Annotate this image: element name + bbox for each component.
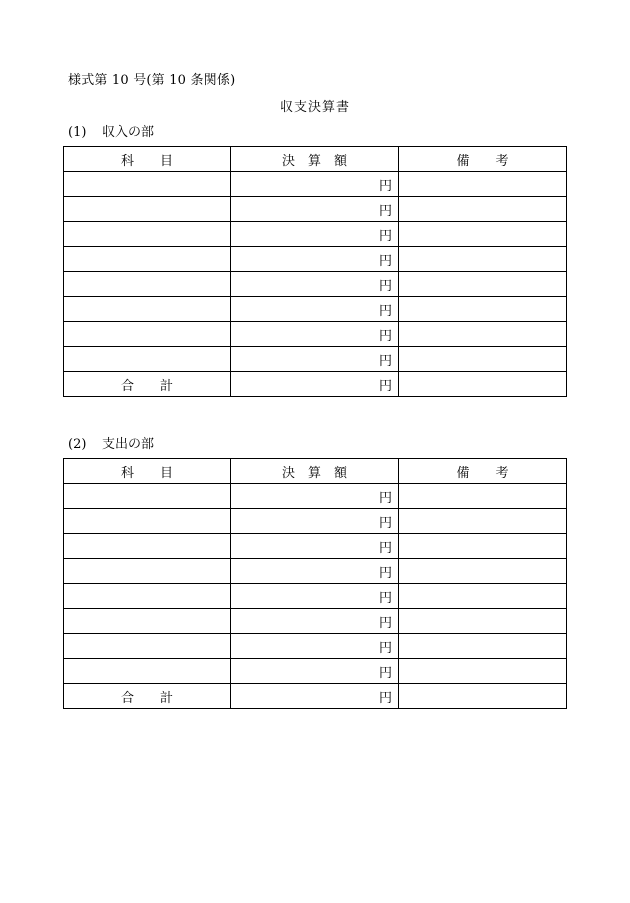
note-cell[interactable] xyxy=(399,534,567,559)
item-cell[interactable] xyxy=(64,247,231,272)
table-row xyxy=(64,347,567,372)
expense-section-heading xyxy=(68,436,154,454)
expense-table xyxy=(63,458,567,709)
column-header-note: 備 考 xyxy=(399,147,567,172)
amount-cell[interactable]: 円 xyxy=(231,559,399,584)
amount-cell[interactable]: 円 xyxy=(231,222,399,247)
note-cell[interactable] xyxy=(399,559,567,584)
note-cell[interactable] xyxy=(399,584,567,609)
item-cell[interactable] xyxy=(64,272,231,297)
table-row xyxy=(64,247,567,272)
note-cell[interactable] xyxy=(399,484,567,509)
note-cell[interactable] xyxy=(399,197,567,222)
table-row xyxy=(64,659,567,684)
amount-cell[interactable]: 円 xyxy=(231,584,399,609)
item-cell[interactable] xyxy=(64,347,231,372)
column-header-item: 科 目 xyxy=(64,147,231,172)
item-cell[interactable] xyxy=(64,484,231,509)
amount-cell[interactable]: 円 xyxy=(231,484,399,509)
table-row xyxy=(64,484,567,509)
note-cell[interactable] xyxy=(399,509,567,534)
column-header-note: 備 考 xyxy=(399,459,567,484)
table-row xyxy=(64,509,567,534)
note-cell[interactable] xyxy=(399,609,567,634)
amount-cell[interactable]: 円 xyxy=(231,272,399,297)
item-cell[interactable] xyxy=(64,659,231,684)
note-cell[interactable] xyxy=(399,297,567,322)
table-row xyxy=(64,609,567,634)
item-cell[interactable] xyxy=(64,534,231,559)
expense-section-number: (2) xyxy=(68,437,87,452)
item-cell[interactable] xyxy=(64,172,231,197)
amount-cell[interactable]: 円 xyxy=(231,634,399,659)
item-cell[interactable] xyxy=(64,197,231,222)
column-header-amount: 決 算 額 xyxy=(231,459,399,484)
amount-cell[interactable]: 円 xyxy=(231,609,399,634)
amount-cell[interactable]: 円 xyxy=(231,172,399,197)
table-row xyxy=(64,297,567,322)
column-header-amount: 決 算 額 xyxy=(231,147,399,172)
item-cell[interactable] xyxy=(64,634,231,659)
income-section-number: (1) xyxy=(68,125,87,140)
amount-cell[interactable]: 円 xyxy=(231,322,399,347)
document-title: 収支決算書 xyxy=(279,100,350,115)
amount-cell[interactable]: 円 xyxy=(231,197,399,222)
note-cell[interactable] xyxy=(399,347,567,372)
total-note-cell[interactable] xyxy=(399,684,567,709)
amount-cell[interactable]: 円 xyxy=(231,509,399,534)
total-amount-cell[interactable]: 円 xyxy=(231,372,399,397)
table-row xyxy=(64,172,567,197)
amount-cell[interactable]: 円 xyxy=(231,247,399,272)
item-cell[interactable] xyxy=(64,322,231,347)
amount-cell[interactable]: 円 xyxy=(231,297,399,322)
table-row xyxy=(64,197,567,222)
note-cell[interactable] xyxy=(399,634,567,659)
table-row xyxy=(64,584,567,609)
income-total-row xyxy=(64,372,567,397)
note-cell[interactable] xyxy=(399,322,567,347)
note-cell[interactable] xyxy=(399,659,567,684)
note-cell[interactable] xyxy=(399,172,567,197)
amount-cell[interactable]: 円 xyxy=(231,659,399,684)
expense-section-label: 支出の部 xyxy=(102,437,155,452)
table-row xyxy=(64,272,567,297)
item-cell[interactable] xyxy=(64,609,231,634)
amount-cell[interactable]: 円 xyxy=(231,534,399,559)
item-cell[interactable] xyxy=(64,509,231,534)
total-label: 合 計 xyxy=(64,684,231,709)
table-row xyxy=(64,559,567,584)
amount-cell[interactable]: 円 xyxy=(231,347,399,372)
table-row xyxy=(64,634,567,659)
income-section-heading xyxy=(68,124,154,142)
item-cell[interactable] xyxy=(64,559,231,584)
income-table xyxy=(63,146,567,397)
total-amount-cell[interactable]: 円 xyxy=(231,684,399,709)
note-cell[interactable] xyxy=(399,272,567,297)
total-note-cell[interactable] xyxy=(399,372,567,397)
total-label: 合 計 xyxy=(64,372,231,397)
item-cell[interactable] xyxy=(64,297,231,322)
table-row xyxy=(64,222,567,247)
note-cell[interactable] xyxy=(399,222,567,247)
table-row xyxy=(64,534,567,559)
expense-total-row xyxy=(64,684,567,709)
item-cell[interactable] xyxy=(64,584,231,609)
form-number: 様式第 10 号(第 10 条関係) xyxy=(68,73,236,88)
income-section-label: 収入の部 xyxy=(102,125,155,140)
table-row xyxy=(64,322,567,347)
note-cell[interactable] xyxy=(399,247,567,272)
item-cell[interactable] xyxy=(64,222,231,247)
income-header-row xyxy=(64,147,567,172)
expense-header-row xyxy=(64,459,567,484)
column-header-item: 科 目 xyxy=(64,459,231,484)
